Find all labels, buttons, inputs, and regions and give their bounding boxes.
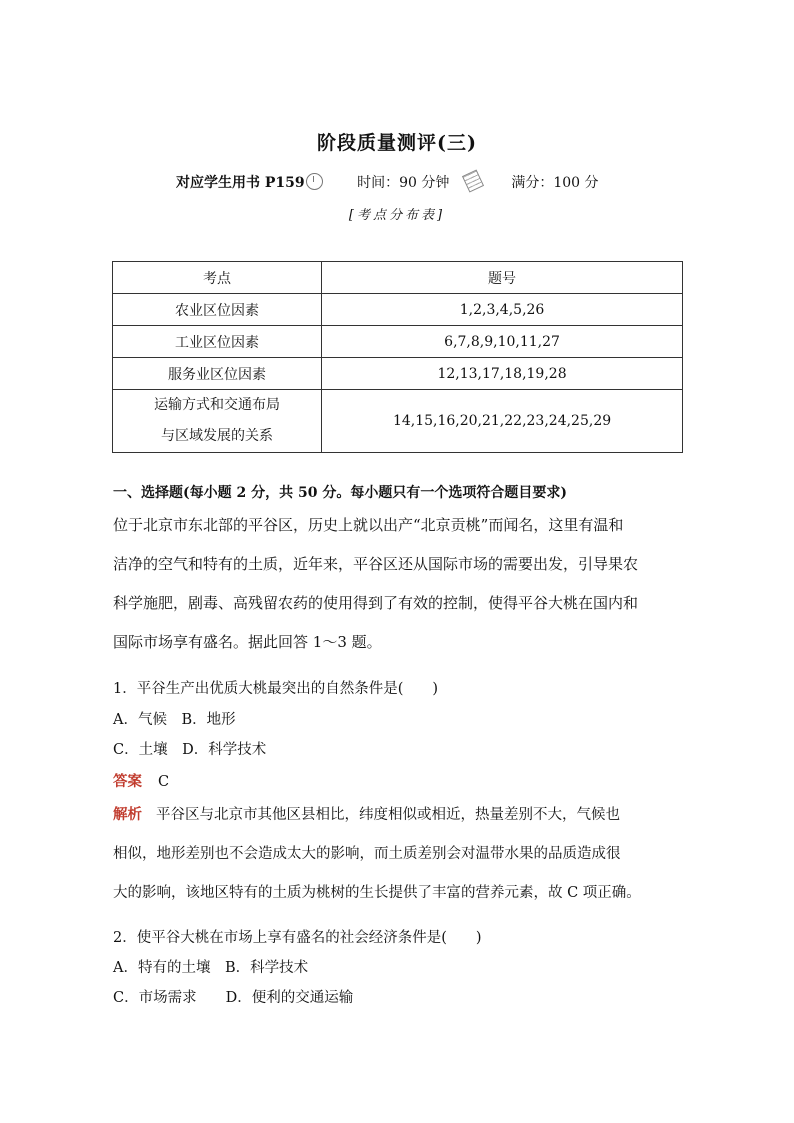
analysis-line (113, 795, 688, 835)
question-2-options-ab: A．特有的土壤 B．科学技术 (113, 960, 309, 976)
topic-cell: 服务业区位因素 (113, 358, 322, 390)
question-2-stem: 2．使平谷大桃在市场上享有盛名的社会经济条件是( ) (113, 930, 482, 946)
analysis-line: 大的影响，该地区特有的土质为桃树的生长提供了丰富的营养元素，故 C 项正确。 (113, 885, 641, 901)
question-1-options-ab: A．气候 B．地形 (113, 712, 236, 728)
nums-cell: 12,13,17,18,19,28 (322, 358, 683, 390)
table-header-row (113, 262, 683, 294)
nums-cell: 6,7,8,9,10,11,27 (322, 326, 683, 358)
topic-cell: 工业区位因素 (113, 326, 322, 358)
pencil-icon (462, 169, 484, 192)
nums-cell: 1,2,3,4,5,26 (322, 294, 683, 326)
passage-line: 国际市场享有盛名。据此回答 1～3 题。 (113, 633, 382, 651)
nums-cell: 14,15,16,20,21,22,23,24,25,29 (322, 390, 683, 453)
answer-value: C (158, 774, 170, 790)
topic-cell: 农业区位因素 (113, 294, 322, 326)
page-title: 阶段质量测评(三) (317, 132, 477, 154)
header-topic: 考点 (113, 262, 322, 294)
table-subtitle: [考点分布表] (348, 208, 446, 223)
topic-line: 运输方式和交通布局 (154, 397, 281, 413)
topic-table (112, 261, 683, 453)
table-row (113, 326, 683, 358)
question-1-analysis (113, 795, 688, 913)
header-nums: 题号 (322, 262, 683, 294)
topic-cell (113, 390, 322, 453)
meta-line (176, 172, 599, 192)
analysis-line: 相似，地形差别也不会造成太大的影响，而土质差别会对温带水果的品质造成很 (113, 846, 621, 862)
time-text: 时间：90 分钟 (357, 175, 450, 191)
reference-text: 对应学生用书 P159 (176, 175, 305, 191)
table-row (113, 294, 683, 326)
answer-label: 答案 (113, 773, 142, 790)
passage-line: 位于北京市东北部的平谷区，历史上就以出产“北京贡桃”而闻名，这里有温和 (113, 516, 624, 534)
clock-icon (306, 173, 323, 190)
question-1-stem: 1．平谷生产出优质大桃最突出的自然条件是( ) (113, 681, 439, 697)
analysis-text: 平谷区与北京市其他区县相比，纬度相似或相近，热量差别不大，气候也 (156, 807, 620, 823)
question-1-options-cd: C．土壤 D．科学技术 (113, 742, 267, 758)
question-1-answer (113, 770, 169, 791)
passage (113, 506, 688, 662)
passage-line: 洁净的空气和特有的土质，近年来，平谷区还从国际市场的需要出发，引导果农 (113, 555, 639, 573)
section-heading: 一、选择题(每小题 2 分，共 50 分。每小题只有一个选项符合题目要求) (113, 485, 567, 501)
score-text: 满分：100 分 (511, 175, 599, 191)
question-2-options-cd: C．市场需求 D．便利的交通运输 (113, 990, 354, 1006)
passage-line: 科学施肥，剧毒、高残留农药的使用得到了有效的控制，使得平谷大桃在国内和 (113, 594, 639, 612)
analysis-label: 解析 (113, 806, 142, 823)
topic-line: 与区域发展的关系 (161, 428, 274, 444)
table-row (113, 358, 683, 390)
table-row (113, 390, 683, 453)
